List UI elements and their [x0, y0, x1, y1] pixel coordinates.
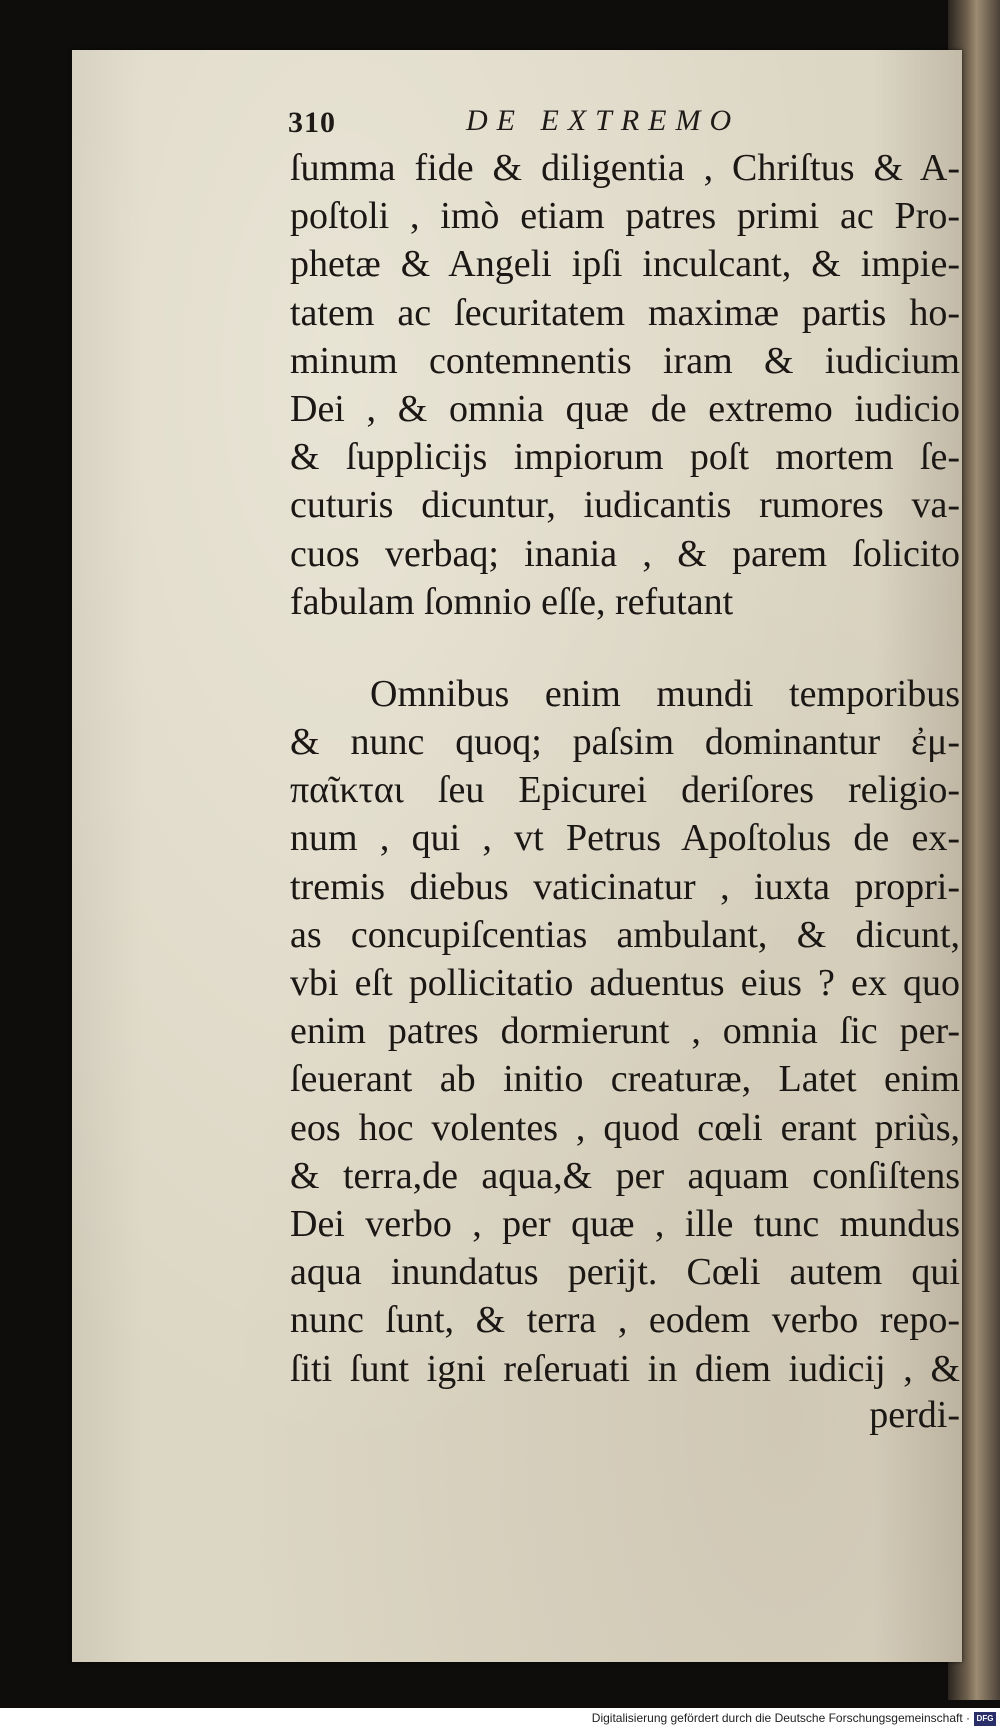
- text-line: as concupiſcentias ambulant, & dicunt,: [290, 913, 960, 956]
- text-line: & ſupplicijs impiorum poſt mortem ſe-: [290, 436, 960, 479]
- text-line: Dei , & omnia quæ de extremo iudicio: [290, 387, 960, 430]
- text-line: Dei verbo , per quæ , ille tunc mundus: [290, 1202, 960, 1245]
- text-line: παῖκται ſeu Epicurei deriſores religio-: [290, 769, 960, 812]
- text-line: num , qui , vt Petrus Apoſtolus de ex-: [290, 817, 960, 860]
- running-head: DE EXTREMO: [466, 104, 741, 137]
- text-line: minum contemnentis iram & iudicium: [290, 339, 960, 382]
- text-line: tatem ac ſecuritatem maximæ partis ho-: [290, 291, 960, 334]
- text-line: aqua inundatus perijt. Cœli autem qui: [290, 1251, 960, 1294]
- text-line: cuturis dicuntur, iudicantis rumores va-: [290, 484, 960, 527]
- text-line: eos hoc volentes , quod cœli erant priùs,: [290, 1106, 960, 1149]
- text-line: Omnibus enim mundi temporibus: [370, 672, 960, 715]
- digitization-footer: [0, 1708, 1000, 1731]
- catchword: perdi-: [869, 1394, 960, 1436]
- text-line: ſumma fide & diligentia , Chriſtus & A-: [290, 147, 960, 189]
- text-line: vbi eſt pollicitatio aduentus eius ? ex quo: [290, 962, 960, 1004]
- text-line: & nunc quoq; paſsim dominantur ἐμ-: [290, 721, 960, 764]
- text-line: nunc ſunt, & terra , eodem verbo repo-: [290, 1299, 960, 1342]
- text-line: fabulam ſomnio eſſe, refutant: [290, 580, 734, 623]
- text-line: enim patres dormierunt , omnia ſic per-: [290, 1010, 960, 1053]
- text-line: ſeuerant ab initio creaturæ, Latet enim: [290, 1058, 960, 1101]
- text-line: & terra,de aqua,& per aquam conſiſtens: [290, 1154, 960, 1197]
- text-line: tremis diebus vaticinatur , iuxta propri-: [290, 865, 960, 908]
- funding-credit: Digitalisierung gefördert durch die Deutsche Forschungsgemeinschaft ·: [591, 1711, 970, 1725]
- text-line: cuos verbaq; inania , & parem ſolicito: [290, 532, 960, 575]
- text-line: poſtoli , imò etiam patres primi ac Pro-: [290, 195, 960, 238]
- paragraph-gap: [290, 626, 960, 670]
- text-line: ſiti ſunt igni reſeruati in diem iudicij , &: [290, 1347, 960, 1390]
- page-header: [288, 104, 948, 148]
- page-number: 310: [288, 106, 336, 139]
- dfg-logo-icon: DFG: [974, 1712, 996, 1726]
- text-line: phetæ & Angeli ipſi inculcant, & impie-: [290, 243, 960, 286]
- text-block: [290, 144, 960, 1393]
